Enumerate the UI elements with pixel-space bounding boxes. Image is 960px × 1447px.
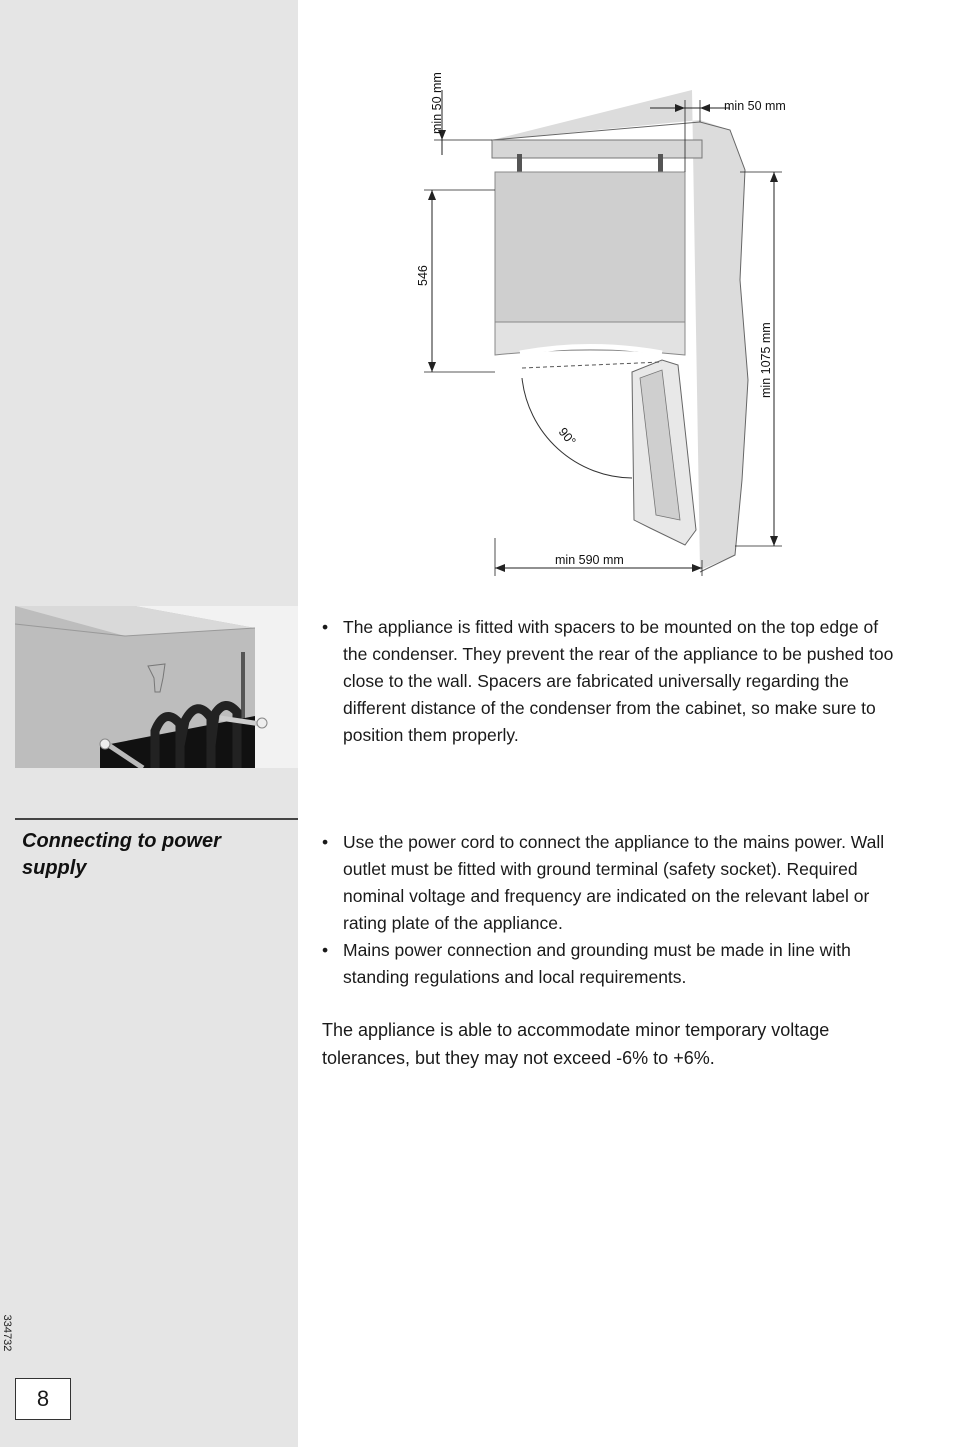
section-divider xyxy=(15,818,298,820)
depth-label: 546 xyxy=(416,265,430,286)
document-code: 334732 xyxy=(1,1314,13,1352)
min-height-label: min 1075 mm xyxy=(759,322,773,398)
page-number: 8 xyxy=(15,1378,71,1420)
min-width-label: min 590 mm xyxy=(555,553,624,567)
appliance-body xyxy=(495,172,685,322)
spacer-left xyxy=(517,154,522,174)
door-swing-arc xyxy=(522,378,632,478)
condenser-spacer-photo xyxy=(15,606,298,768)
spacer-instructions xyxy=(322,614,902,749)
min-side-gap-label: min 50 mm xyxy=(724,99,786,113)
angle-label: 90° xyxy=(555,424,579,449)
min-top-gap-label: min 50 mm xyxy=(430,72,444,134)
power-bullet-2: • Mains power connection and grounding must be made in line with standing regulations and local requirements. xyxy=(322,937,902,991)
clearance-diagram xyxy=(400,60,820,580)
power-instructions xyxy=(322,829,902,991)
clearance-diagram-svg xyxy=(400,60,820,580)
voltage-tolerance-paragraph: The appliance is able to accommodate minor temporary voltage tolerances, but they may not exceed -6% to +6%. xyxy=(322,1020,830,1068)
section-heading: Connecting to power supply xyxy=(22,830,221,879)
power-bullet-1: • Use the power cord to connect the appliance to the mains power. Wall outlet must be fitted with ground terminal (safety socket). Required nominal voltage and frequency are indicated on the relevant label or rating plate of the appliance. xyxy=(322,829,902,937)
spacer-right xyxy=(658,154,663,174)
condenser-photo-svg xyxy=(15,606,298,768)
spacer-bullet: • The appliance is fitted with spacers to be mounted on the top edge of the condenser. They prevent the rear of the appliance to be pushed too close to the wall. Spacers are fabricated universally regarding the different distance of the condenser from the cabinet, so make sure to position them properly. xyxy=(322,614,902,749)
